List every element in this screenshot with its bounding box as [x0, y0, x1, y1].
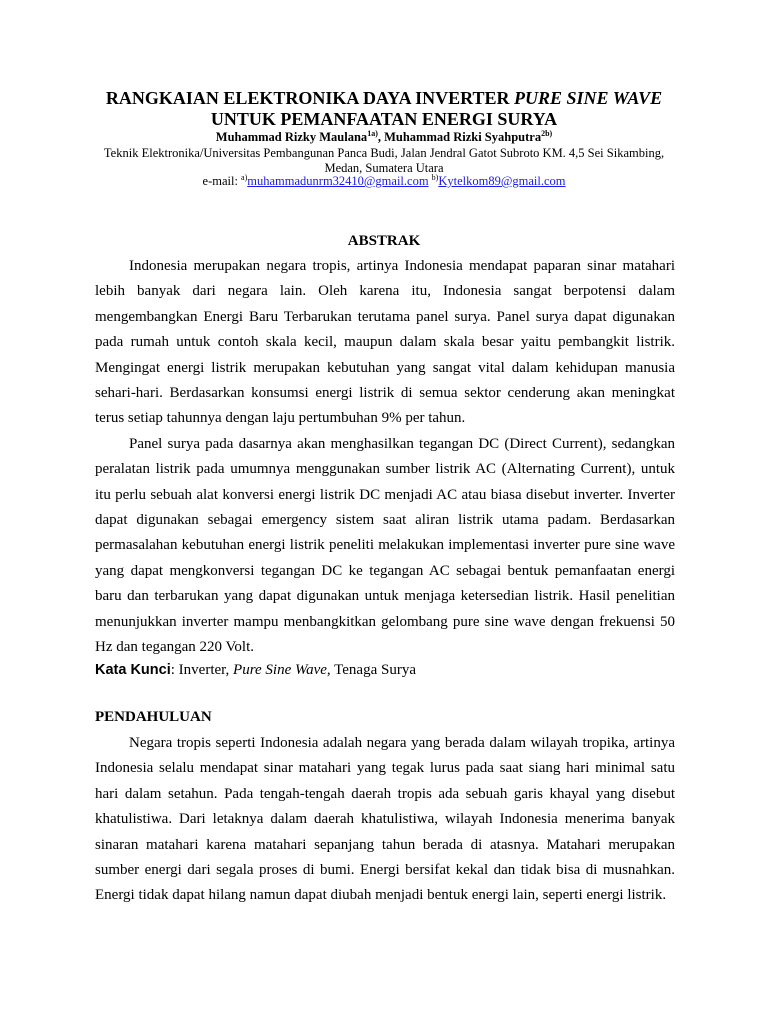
abstract-paragraph: Indonesia merupakan negara tropis, artinya Indonesia mendapat paparan sinar matahari lebih banyak dari negara lain. Oleh karena itu, Indonesia sangat berpotensi dalam mengembangkan Energi Baru Terbarukan terutama panel surya. Panel surya dapat digunakan pada rumah untuk contoh skala kecil, maupun dalam skala besar yaitu pembangkit listrik. Mengingat energi listrik merupakan kebutuhan yang sangat vital dalam kehidupan manusia sehari-hari. Berdasarkan konsumsi energi listrik di semua sektor cenderung akan meningkat terus setiap tahunnya dengan laju pertumbuhan 9% per tahun. [95, 258, 675, 427]
author-1-name: Muhammad Rizky Maulana [215, 130, 368, 144]
abstract-paragraph: Panel surya pada dasarnya akan menghasilkan tegangan DC (Direct Current), sedangkan peralatan listrik pada umumnya menggunakan sumber listrik AC (Alternating Current), untuk itu perlu sebuah alat konversi energi listrik DC menjadi AC atau biasa disebut inverter. Inverter dapat digunakan sebagai emergency sistem saat aliran listrik utama padam. Berdasarkan permasalahan kebutuhan energi listrik peneliti melakukan implementasi inverter pure sine wave yang dapat mengkonversi tegangan DC ke tegangan AC sebagai bentuk pemanfaatan energi baru dan terbarukan yang dapat digunakan untuk menjaga ketersedian listrik. Hasil penelitian menunjukkan inverter mampu menbangkitkan gelombang pure sine wave dengan frekuensi 50 Hz dan tegangan 220 Volt. [95, 435, 675, 656]
introduction-heading: PENDAHULUAN [95, 709, 212, 725]
email-link-author-1[interactable]: muhammadunrm32410@gmail.com [247, 174, 429, 188]
abstract-heading: ABSTRAK [347, 233, 421, 249]
email-line [40, 174, 728, 189]
email-mark-a: a) [241, 172, 248, 182]
keyword-1: Inverter, [178, 662, 234, 678]
title-line-1 [60, 88, 708, 109]
affiliation-line-1: Teknik Elektronika/Universitas Pembangunan Panca Budi, Jalan Jendral Gatot Subroto KM. 4,5 Sei Sikambing, [103, 146, 665, 160]
abstract-body [95, 254, 675, 661]
title-line-1-text: RANGKAIAN ELEKTRONIKA DAYA INVERTER [105, 88, 515, 108]
keyword-2: Pure Sine Wave [233, 662, 327, 678]
title-line-2: UNTUK PEMANFAATAN ENERGI SURYA [210, 109, 558, 129]
email-link-author-2[interactable]: Kytelkom89@gmail.com [438, 174, 566, 188]
affiliation [40, 146, 728, 176]
keywords-colon: : [170, 662, 179, 678]
author-list [40, 130, 728, 145]
author-separator: , [377, 130, 385, 144]
affiliation-line-2: Medan, Sumatera Utara [324, 161, 444, 175]
author-2-affil-mark: 2b) [541, 128, 553, 138]
author-1-affil-mark: 1a) [367, 128, 378, 138]
paper-title [60, 88, 708, 130]
introduction-body [95, 731, 675, 909]
email-mark-b: b) [431, 172, 439, 182]
title-line-1-italic: PURE SINE WAVE [514, 88, 663, 108]
keywords-label: Kata Kunci [95, 662, 171, 678]
author-2-name: Muhammad Rizki Syahputra [384, 130, 542, 144]
keyword-3: , Tenaga Surya [326, 662, 416, 678]
email-label: e-mail: [202, 174, 242, 188]
keywords-line [95, 659, 416, 681]
introduction-paragraph: Negara tropis seperti Indonesia adalah negara yang berada dalam wilayah tropika, artinya Indonesia selalu mendapat sinar matahari yang tegak lurus pada saat siang hari minimal satu hari dalam setahun. Pada tengah-tengah daerah tropis ada sebuah garis khayal yang disebut khatulistiwa. Dari letaknya dalam daerah khatulistiwa, wilayah Indonesia menerima banyak sinaran matahari karena matahari sepanjang tahun berada di atasnya. Matahari merupakan sumber energi dari segala proses di bumi. Energi bersifat kekal dan tidak bisa di musnahkan. Energi tidak dapat hilang namun dapat diubah menjadi bentuk energi lain, seperti energi listrik. [95, 735, 675, 904]
